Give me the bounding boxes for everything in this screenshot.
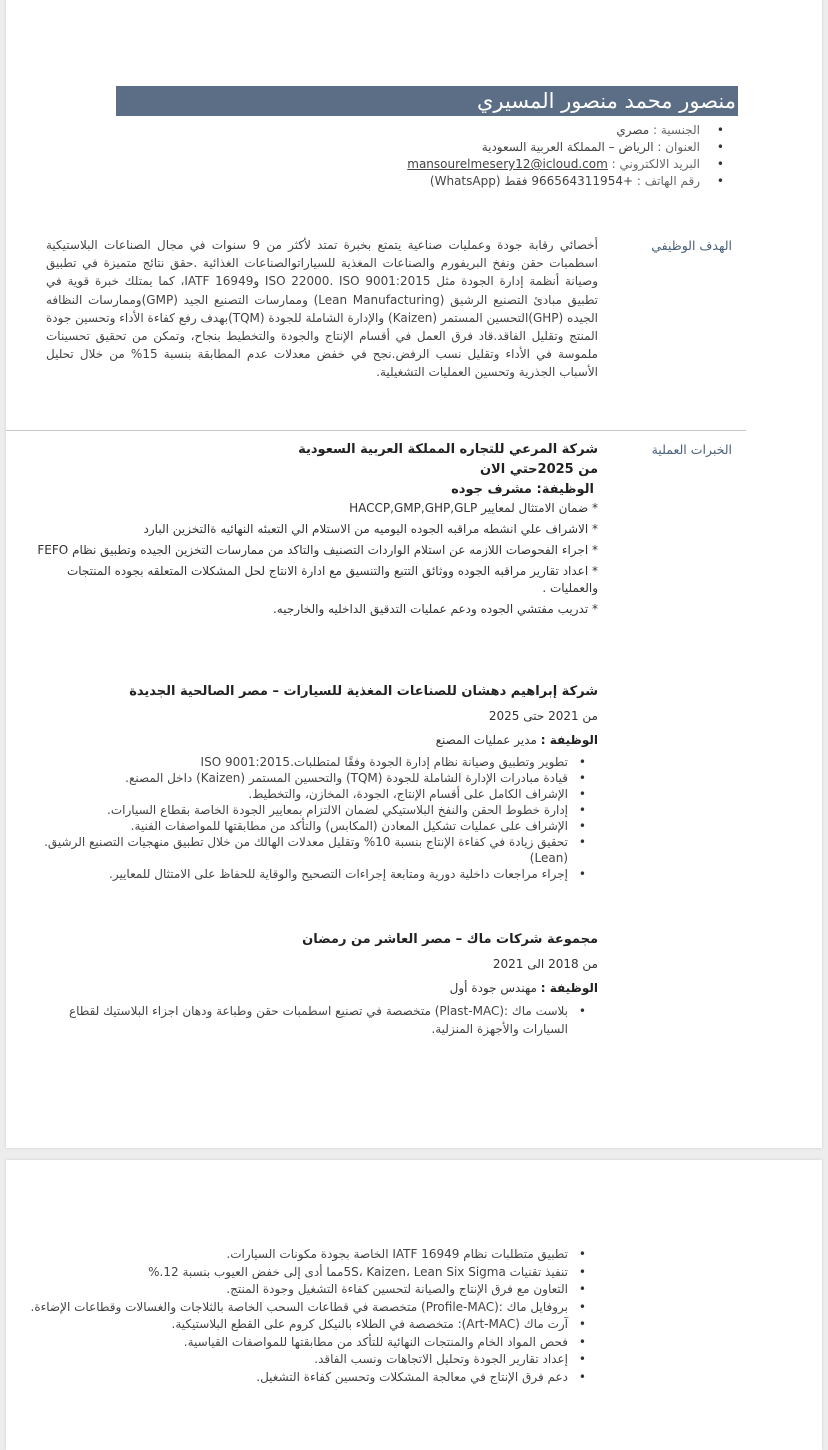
objective-section-label: الهدف الوظيفي	[651, 238, 732, 253]
duty-item: * ضمان الامتثال لمعايير HACCP,GMP,GHP,GLP	[349, 501, 598, 515]
resume-page-2	[6, 1160, 822, 1450]
list-item: • الإشراف على عمليات تشكيل المعادن (المكابس) والتأكد من مطابقتها للمواصفات الفنية.	[22, 818, 598, 834]
job-period: من 2021 حتى 2025	[488, 709, 598, 723]
experience-section-label: الخبرات العملية	[651, 442, 732, 457]
role-label: الوظيفة :	[540, 981, 598, 995]
list-item: • تطوير وتطبيق وصيانة نظام إدارة الجودة وفقًا لمتطلبات.ISO 9001:2015	[22, 754, 598, 770]
list-item: • فحص المواد الخام والمنتجات النهائية للتأكد من مطابقتها للمواصفات القياسية.	[22, 1334, 598, 1352]
list-item: • التعاون مع فرق الإنتاج والصيانة لتحسين كفاءة التشغيل وجودة المنتج.	[22, 1281, 598, 1299]
duties-list	[22, 754, 598, 882]
job-role: الوظيفة: مشرف جوده	[451, 482, 594, 497]
email-link[interactable]: mansourelmesery12@icloud.com	[407, 157, 608, 171]
duty-item: * اعداد تقارير مراقبه الجوده ووثائق التتبع والتنسيق مع ادارة الانتاج لحل المشكلات المتعلقه بجوده المنتجات والعمليات .	[66, 564, 598, 595]
list-item: • تطبيق متطلبات نظام IATF 16949 الخاصة بجودة مكونات السيارات.	[22, 1246, 598, 1264]
name-header-band	[116, 86, 738, 116]
resume-page-1	[6, 0, 822, 1148]
job-mac-group-continued	[22, 1246, 598, 1386]
contact-label: رقم الهاتف :	[636, 174, 700, 188]
duties-list	[22, 1002, 598, 1038]
list-item: • تحقيق زيادة في كفاءة الإنتاج بنسبة 10% وتقليل معدلات الهالك من خلال تطبيق منهجيات التصنيع الرشيق.(Lean)	[22, 834, 598, 866]
role-value: مهندس جودة أول	[449, 981, 537, 995]
duty-item: * الاشراف علي انشطه مراقبه الجوده اليوميه من الاستلام الي التعبئه النهائيه ةالتخزين البارد	[143, 522, 598, 536]
role-label: الوظيفة :	[540, 733, 598, 747]
duty-item: * تدريب مفتشي الجوده ودعم عمليات التدقيق الداخليه والخارجيه.	[272, 602, 598, 616]
contact-label: الجنسية :	[653, 123, 700, 137]
list-item: • إجراء مراجعات داخلية دورية ومتابعة إجراءات التصحيح والوقاية للحفاظ على الامتثال للمعايير.	[22, 866, 598, 882]
contact-value: +966564311954 فقط (WhatsApp)	[429, 174, 634, 188]
contact-list	[116, 122, 740, 190]
job-role	[22, 730, 598, 750]
contact-email	[116, 156, 740, 173]
job-mac-group	[22, 930, 598, 1038]
role-value: مدير عمليات المصنع	[435, 733, 537, 747]
list-item: • بروفايل ماك :(Profile-MAC) متخصصة في قطاعات السحب الخاصة بالثلاجات والغسالات وقطاعات الإضاءة.	[22, 1299, 598, 1317]
job-role	[22, 978, 598, 998]
contact-label: البريد الالكتروني :	[611, 157, 700, 171]
list-item: • إعداد تقارير الجودة وتحليل الاتجاهات ونسب الفاقد.	[22, 1351, 598, 1369]
section-divider	[6, 430, 746, 431]
job-almarai	[22, 440, 598, 622]
candidate-name: منصور محمد منصور المسيري	[476, 89, 736, 113]
duties-list	[22, 1246, 598, 1386]
company-name: مجموعة شركات ماك – مصر العاشر من رمضان	[302, 932, 598, 947]
list-item: • دعم فرق الإنتاج في معالجة المشكلات وتحسين كفاءة التشغيل.	[22, 1369, 598, 1387]
list-item: • الإشراف الكامل على أقسام الإنتاج، الجودة، المخازن، والتخطيط.	[22, 786, 598, 802]
list-item: • قيادة مبادرات الإدارة الشاملة للجودة (TQM) والتحسين المستمر (Kaizen) داخل المصنع.	[22, 770, 598, 786]
list-item: • آرت ماك (Art-MAC): متخصصة في الطلاء بالنيكل كروم على القطع البلاستيكية.	[22, 1316, 598, 1334]
duty-item: * اجراء الفحوصات اللازمه عن استلام الواردات التصنيف والتاكد من ممارسات التخزين الجيده وتطبيق نظام FEFO	[37, 543, 598, 557]
job-dahshan	[22, 682, 598, 882]
list-item: • إدارة خطوط الحقن والنفخ البلاستيكي لضمان الالتزام بمعايير الجودة الخاصة بقطاع السيارات.	[22, 802, 598, 818]
contact-phone	[116, 173, 740, 190]
contact-address	[116, 139, 740, 156]
contact-value: الرياض – المملكة العربية السعودية	[481, 140, 654, 154]
contact-nationality	[116, 122, 740, 139]
list-item: • بلاست ماك :(Plast-MAC) متخصصة في تصنيع اسطمبات حقن وطباعة ودهان اجزاء البلاستيك لقطاع السيارات والأجهزة المنزلية.	[22, 1002, 598, 1038]
job-period: من 2018 الى 2021	[492, 957, 598, 971]
job-period: من 2025حتي الان	[479, 462, 598, 477]
company-name: شركة إبراهيم دهشان للصناعات المغذية للسيارات – مصر الصالحية الجديدة	[129, 684, 598, 699]
objective-text: أخصائي رقابة جودة وعمليات صناعية يتمتع بخبرة تمتد لأكثر من 9 سنوات في مجال الصناعات البلاستيكية اسطمبات حقن ونفخ البريفورم والصناعات المغذية للسياراتوالصناعات الغذائية .حقق نتائج متميزة في تطبيق وصيانة أنظمة إدارة الجودة مثل ISO 22000. ISO 9001:2015 وIATF 16949، كما يمتلك خبرة قوية في تطبيق مبادئ التصنيع الرشيق (Lean Manufacturing) وممارسات التصنيع الجيد (GMP)وممارسات النظافه الجيده (GHP)التحسين المستمر (Kaizen) والإدارة الشاملة للجودة (TQM)بهدف رفع كفاءة الأداء وتحسين جودة المنتج وتقليل الفاقد.قاد فرق العمل في أقسام الإنتاج والجودة والتخطيط بنجاح، وتمكن من تحقيق تحسينات ملموسة في الأداء وتقليل نسب الرفض.نجح في خفض معدلات عدم المطابقة بنسبة 15% من خلال تحليل الأسباب الجذرية وتحسين العمليات التشغيلية.	[46, 238, 599, 380]
list-item: • تنفيذ تقنيات 5S، Kaizen، Lean Six Sigmaمما أدى إلى خفض العيوب بنسبة 12.%	[22, 1264, 598, 1282]
company-name: شركة المرعي للتجاره المملكة العربية السعودية	[298, 442, 598, 457]
contact-value: مصري	[616, 123, 650, 137]
contact-label: العنوان :	[657, 140, 700, 154]
